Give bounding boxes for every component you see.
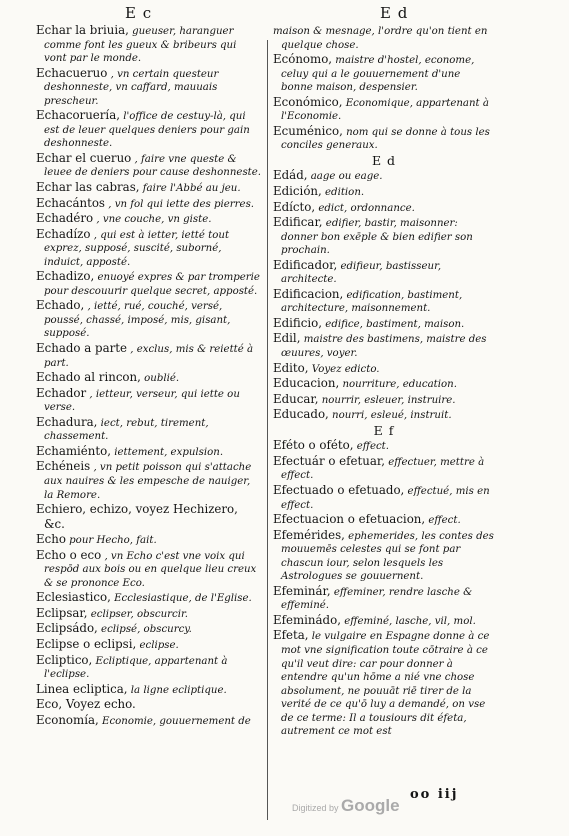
- entry-headword: Echado al rincon,: [36, 370, 141, 385]
- entry-definition: maison & mesnage, l'ordre qu'on tient en quelque chose.: [273, 26, 488, 51]
- entry-definition: , vn petit poisson qui s'attache aux nauires & les empesche de nauiger, la Remore.: [44, 462, 252, 501]
- entry-definition: eclipsé, obscurcy.: [97, 624, 192, 636]
- entry-definition: faire l'Abbé au jeu.: [139, 183, 241, 195]
- entry-definition: edifieur, bastisseur, architecte.: [281, 260, 442, 286]
- entry-headword: Edil,: [273, 331, 301, 346]
- dictionary-entry: [273, 362, 495, 377]
- entry-headword: Echadízo: [36, 226, 91, 241]
- dictionary-entry: [36, 503, 262, 532]
- entry-headword: Echado,: [36, 298, 85, 313]
- entry-headword: Echar el cueruo: [36, 150, 132, 165]
- section-heading: E d: [371, 152, 397, 168]
- entry-headword: Edificar,: [273, 215, 323, 230]
- dictionary-entry: [273, 614, 495, 629]
- entry-headword: Edificacion,: [273, 286, 344, 301]
- entry-headword: Efectuacion o efetuacion,: [273, 512, 426, 527]
- entry-definition: effectué, mis en effect.: [281, 485, 490, 511]
- entry-definition: iect, rebut, tirement, chassement.: [44, 417, 209, 443]
- dictionary-entry: [36, 654, 262, 682]
- entry-definition: eclipse.: [136, 639, 179, 651]
- entry-headword: Echacoruería,: [36, 108, 120, 123]
- running-head-right: E d: [380, 4, 409, 22]
- entry-headword: Edificador,: [273, 257, 338, 272]
- entry-headword: Ecónomo,: [273, 52, 333, 67]
- entry-headword: Efemérides,: [273, 527, 345, 542]
- dictionary-entry: [36, 698, 262, 713]
- entry-headword: Efectuár o efetuar,: [273, 453, 385, 468]
- entry-definition: nourri, esleué, instruit.: [328, 410, 452, 422]
- left-column: [36, 24, 262, 729]
- entry-definition: Ecliptique, appartenant à l'eclipse.: [44, 655, 228, 681]
- entry-headword: Edád,: [273, 168, 308, 183]
- entry-definition: edification, bastiment, architecture, maisonnement.: [281, 289, 463, 315]
- dictionary-entry: [273, 53, 495, 95]
- entry-definition: nom qui se donne à tous les conciles generaux.: [281, 126, 490, 152]
- watermark-prefix: Digitized by: [292, 803, 339, 813]
- signature-mark: oo iij: [410, 787, 459, 802]
- entry-headword: Echéneis: [36, 459, 91, 474]
- entry-headword: Edificio,: [273, 315, 323, 330]
- entry-definition: effeminé, lasche, vil, mol.: [340, 615, 476, 627]
- entry-definition: ephemerides, les contes des mouuemēs celestes qui se font par chascun iour, selon lesquels les Astrologues se gouuernent.: [281, 530, 494, 583]
- running-head-left: E c: [125, 4, 153, 22]
- entry-headword: Echacueruo: [36, 65, 108, 80]
- dictionary-entry: [273, 455, 495, 483]
- entry-headword: Efeminár,: [273, 583, 331, 598]
- dictionary-entry: [36, 445, 262, 460]
- dictionary-entry: [273, 629, 495, 738]
- entry-definition: Economie, gouuernement de: [98, 715, 251, 727]
- google-logo: Google: [341, 796, 400, 815]
- dictionary-entry: [36, 299, 262, 341]
- entry-headword: Eclesiastico,: [36, 590, 111, 605]
- entry-definition: edifier, bastir, maisonner: donner bon exēple & bien edifier son prochain.: [281, 218, 473, 257]
- entry-definition: , vne couche, vn giste.: [93, 214, 212, 226]
- entry-definition: eclipser, obscurcir.: [87, 608, 188, 620]
- entry-definition: pour Hecho, fait.: [65, 535, 157, 547]
- entry-definition: effect.: [425, 515, 461, 527]
- dictionary-entry: [273, 408, 495, 423]
- dictionary-entry: [273, 529, 495, 584]
- dictionary-entry: [36, 197, 262, 212]
- dictionary-entry: [36, 591, 262, 606]
- dictionary-entry: [273, 169, 495, 184]
- entry-definition: iettement, expulsion.: [110, 446, 224, 458]
- digitized-watermark: [292, 796, 400, 816]
- dictionary-entry: [36, 622, 262, 637]
- dictionary-entry: [36, 371, 262, 386]
- entry-definition: , qui est à ietter, ietté tout exprez, supposé, suscité, suborné, induict, apposté.: [44, 229, 230, 268]
- dictionary-entry: [36, 607, 262, 622]
- dictionary-entry: [273, 288, 495, 316]
- entry-definition: effeminer, rendre lasche & effeminé.: [281, 586, 473, 612]
- dictionary-entry: [273, 216, 495, 258]
- entry-headword: Eclipsar,: [36, 605, 88, 620]
- entry-headword: Ecuménico,: [273, 123, 343, 138]
- dictionary-entry: [36, 212, 262, 227]
- entry-headword: Echamiénto,: [36, 443, 111, 458]
- dictionary-entry: [273, 377, 495, 392]
- entry-definition: , exclus, mis & reietté à part.: [44, 344, 254, 369]
- entry-headword: Echacántos: [36, 195, 105, 210]
- entry-headword: Echado a parte: [36, 341, 127, 356]
- entry-definition: Voyez edicto.: [308, 363, 380, 375]
- entry-headword: Echadura,: [36, 414, 98, 429]
- dictionary-entry: [36, 342, 262, 370]
- dictionary-entry: [36, 387, 262, 415]
- dictionary-entry: [36, 152, 262, 180]
- dictionary-entry: [273, 439, 495, 454]
- entry-definition: , faire vne queste & leuee de deniers pour cause deshonneste.: [44, 153, 262, 179]
- entry-headword: Echiero, echizo, voyez Hechizero, &c.: [36, 502, 238, 531]
- dictionary-entry: [36, 181, 262, 196]
- entry-headword: Ecliptico,: [36, 652, 93, 667]
- dictionary-entry: [36, 460, 262, 502]
- dictionary-entry: [36, 714, 262, 729]
- entry-headword: Economía,: [36, 712, 99, 727]
- dictionary-entry: [36, 533, 262, 548]
- entry-headword: Echadéro: [36, 211, 94, 226]
- dictionary-entry: [36, 270, 262, 298]
- entry-definition: , ietté, rué, couché, versé, poussé, chassé, imposé, mis, gisant, supposé.: [44, 301, 231, 340]
- entry-headword: Echar las cabras,: [36, 180, 140, 195]
- entry-headword: Echador: [36, 385, 87, 400]
- entry-headword: Económico,: [273, 94, 343, 109]
- entry-definition: effectuer, mettre à effect.: [281, 456, 485, 482]
- dictionary-entry: [36, 228, 262, 270]
- entry-headword: Eféto o oféto,: [273, 438, 354, 453]
- entry-headword: Educado,: [273, 407, 329, 422]
- entry-definition: , vn Echo c'est vne voix qui respōd aux bois ou en quelque lieu creux & se prononce Eco.: [44, 550, 257, 589]
- entry-definition: l'office de cestuy-là, qui est de leuer quelques deniers pour gain deshonneste.: [44, 111, 250, 150]
- dictionary-entry: [273, 96, 495, 124]
- entry-definition: nourriture, education.: [339, 379, 457, 391]
- entry-definition: edifice, bastiment, maison.: [322, 318, 465, 330]
- entry-headword: Eco, Voyez echo.: [36, 697, 136, 712]
- entry-headword: Eclipsádo,: [36, 621, 98, 636]
- section-heading: E f: [373, 422, 395, 438]
- dictionary-entry: [273, 332, 495, 360]
- dictionary-entry: [36, 638, 262, 653]
- entry-definition: la ligne ecliptique.: [127, 684, 227, 696]
- column-rule: [267, 40, 268, 820]
- entry-definition: effect.: [353, 441, 390, 453]
- entry-definition: Economique, appartenant à l'Economie.: [281, 97, 489, 123]
- entry-definition: enuoyé expres & par tromperie pour descouurir quelque secret, apposté.: [44, 272, 260, 297]
- dictionary-entry: [273, 585, 495, 613]
- dictionary-entry: [36, 24, 262, 66]
- entry-headword: Efeta,: [273, 628, 309, 643]
- entry-headword: Educar,: [273, 391, 319, 406]
- entry-definition: aage ou eage.: [307, 171, 383, 183]
- entry-headword: Edición,: [273, 184, 322, 199]
- entry-headword: Echo o eco: [36, 547, 102, 562]
- dictionary-entry: [273, 513, 495, 528]
- dictionary-entry: [273, 201, 495, 216]
- dictionary-entry: [273, 317, 495, 332]
- entry-headword: Echadizo,: [36, 269, 95, 284]
- dictionary-entry: [36, 416, 262, 444]
- entry-headword: Echar la briuia,: [36, 23, 129, 37]
- entry-definition: le vulgaire en Espagne donne à ce mot vne signification toute cōtraire à ce qu'il veut dire: car pour donner à entendre qu'un hōme a nié vne chose absolument, ne pouuāt riē tirer de la verité de ce qu'ō luy a demandé, on vse de ce terme: Il a tousiours dit éfeta, autrement ce mot est: [281, 631, 490, 738]
- entry-headword: Educacion,: [273, 376, 340, 391]
- dictionary-entry: [273, 259, 495, 287]
- dictionary-entry: [273, 125, 495, 153]
- dictionary-entry: [273, 484, 495, 512]
- entry-definition: edict, ordonnance.: [315, 202, 415, 214]
- entry-headword: Edito,: [273, 360, 309, 375]
- dictionary-entry: [273, 24, 495, 52]
- dictionary-entry: [36, 683, 262, 698]
- entry-definition: , vn certain questeur deshonneste, vn caffard, mauuais prescheur.: [44, 68, 219, 107]
- entry-headword: Echo: [36, 532, 66, 547]
- dictionary-entry: [273, 185, 495, 200]
- entry-definition: gueuser, haranguer comme font les gueux & bribeurs qui vont par le monde.: [44, 26, 237, 65]
- dictionary-entry: [36, 67, 262, 109]
- entry-headword: Efectuado o efetuado,: [273, 482, 405, 497]
- entry-definition: maistre des bastimens, maistre des œuures, voyer.: [281, 334, 487, 360]
- right-column: [273, 24, 495, 740]
- entry-headword: Efeminádo,: [273, 612, 341, 627]
- dictionary-entry: [36, 109, 262, 151]
- entry-definition: , vn fol qui iette des pierres.: [104, 198, 255, 210]
- entry-definition: Ecclesiastique, de l'Eglise.: [110, 593, 252, 605]
- entry-definition: , ietteur, verseur, qui iette ou verse.: [44, 388, 240, 414]
- dictionary-entry: [273, 393, 495, 408]
- entry-definition: nourrir, esleuer, instruire.: [318, 394, 456, 406]
- entry-definition: edition.: [321, 187, 365, 199]
- dictionary-entry: [36, 549, 262, 591]
- entry-headword: Linea ecliptica,: [36, 681, 128, 696]
- entry-definition: oublié.: [140, 373, 180, 385]
- entry-definition: maistre d'hostel, econome, celuy qui a le gouuernement d'une bonne maison, despensier.: [281, 55, 475, 94]
- entry-headword: Eclipse o eclipsi,: [36, 636, 137, 651]
- entry-headword: Edícto,: [273, 199, 316, 214]
